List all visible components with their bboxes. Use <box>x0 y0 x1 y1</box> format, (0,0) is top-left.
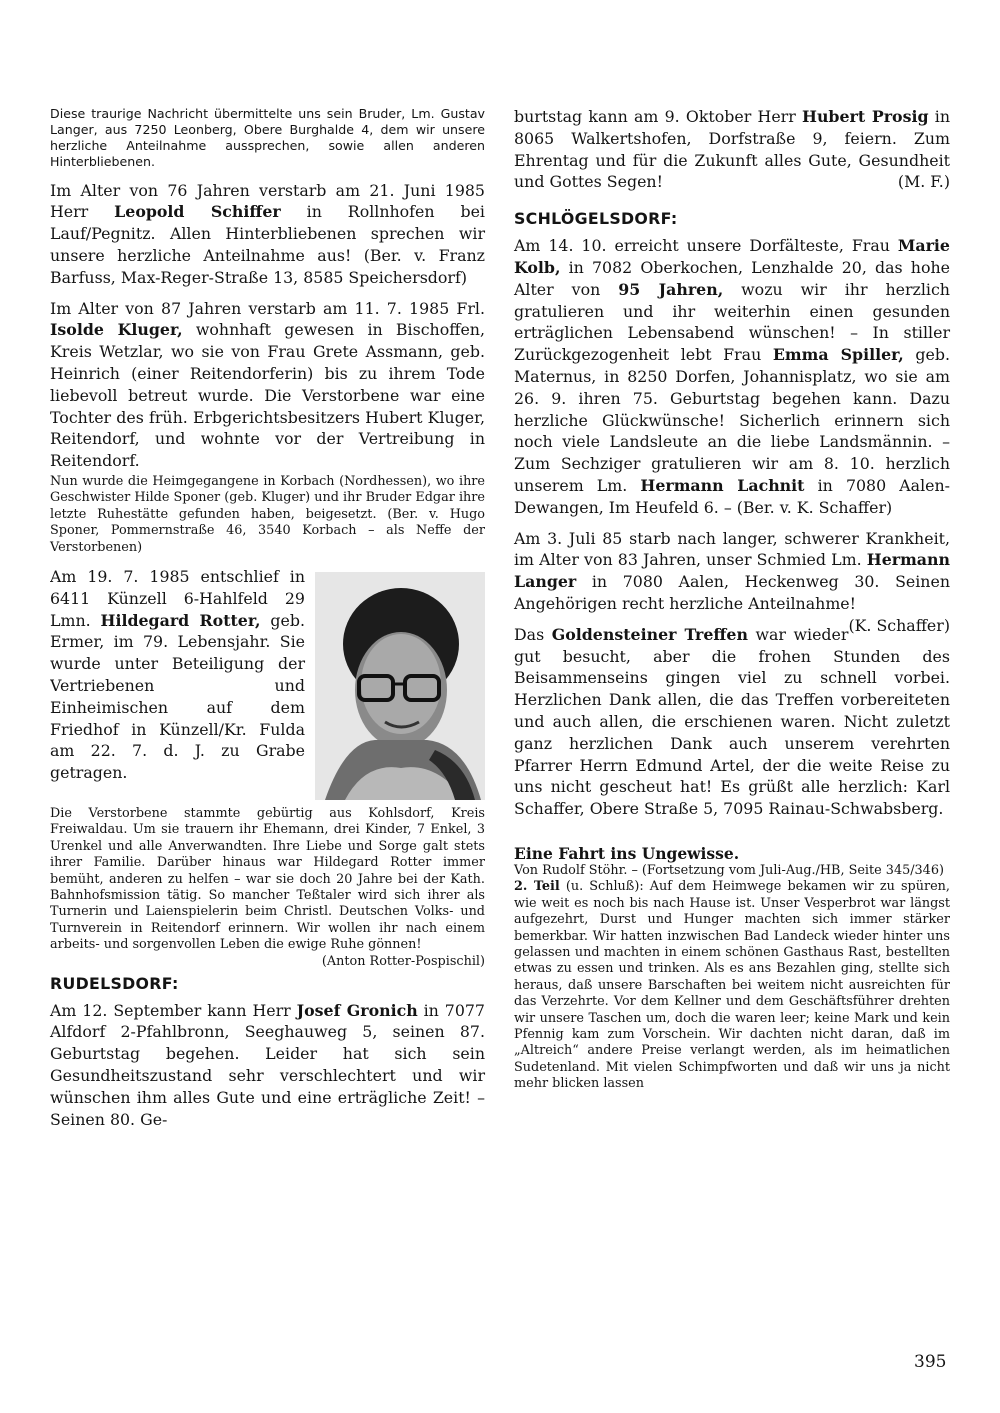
heading-rudelsdorf: RUDELSDORF: <box>50 973 179 993</box>
name-isolde-kluger: Isolde Kluger, <box>50 320 183 340</box>
text: wohnhaft gewesen in Bischoffen, Kreis Wetzlar, wo sie von Frau Grete Assmann, geb. Heinrich (einer Reitendorferin) bis zu ihrem Tode liebevoll betreut wurde. Die Verstorbene war eine Tochter des früh. Erbgerichtsbesitzers Hubert Kluger, Reitendorf, und wohnte vor der Vertreibung in Reitendorf. <box>50 320 485 471</box>
text: Am 12. September kann Herr <box>50 1000 297 1020</box>
paragraph-goldensteiner-treffen <box>514 624 950 820</box>
event-goldensteiner-treffen: Goldensteiner Treffen <box>551 624 748 644</box>
name-hermann-langer: Hermann Langer <box>514 550 950 592</box>
text: in Rollnhofen bei Lauf/Pegnitz. Allen Hinterbliebenen sprechen wir unsere herzliche Anteilnahme aus! (Ber. v. Franz Barfuss, Max-Reger-Straße 13, 8585 Speichersdorf) <box>50 202 485 287</box>
right-column <box>514 106 950 1095</box>
paragraph-kluger <box>50 298 485 472</box>
signature-rotter-pospischil: (Anton Rotter-Pospischil) <box>321 953 485 969</box>
paragraph-author-note: Von Rudolf Stöhr. – (Fortsetzung vom Juli-Aug./HB, Seite 345/346) <box>514 862 944 878</box>
heading-schloegelsdorf: SCHLÖGELSDORF: <box>514 209 678 229</box>
signature-mf: (M. F.) <box>897 172 950 192</box>
label-teil-2: 2. Teil <box>514 879 560 895</box>
left-column <box>50 106 485 1139</box>
text: Im Alter von 87 Jahren verstarb am 11. 7. 1985 Frl. <box>50 298 485 318</box>
rotter-block <box>50 566 485 806</box>
text: in 8065 Walkertshofen, Dorfstraße 9, feiern. Zum Ehrentag und für die Zukunft alles Gute, Gesundheit und Gottes Segen! <box>514 107 951 192</box>
name-hermann-lachnit: Hermann Lachnit <box>640 475 805 495</box>
text: wozu wir ihr herzlich gratulieren und ihr weiterhin einen gesunden erträglichen Lebensabend wünschen! – In stiller Zurückgezogenheit lebt Frau <box>514 279 950 365</box>
name-marie-kolb: Marie Kolb, <box>514 236 950 277</box>
name-hubert-prosig: Hubert Prosig <box>802 107 929 126</box>
text: (u. Schluß): Auf dem Heimwege bekamen wir zu spüren, wie weit es noch bis nach Hause ist. Unser Vesperbrot war längst aufgezehrt, Durst und Hunger machten sich immer stärker bemerkbar. Wir hatten inzwischen Bad Landeck wieder hinter uns gelassen und machten in einem schönen Gasthaus Rast, bestellten etwas zu essen und trinken. Als es ans Bezahlen ging, stellte sich heraus, daß unsere Barschaften bei weitem nicht ausreichten für das Verzehrte. Vor dem Kellner und dem Geschäftsführer drehten wir unsere Taschen um, doch die waren leer; keine Mark und kein Pfennig kam zum Vorschein. Wir dachten nicht daran, daß im „Altreich“ andere Preise verlangt werden, als im heimatlichen Sudetenland. Mit vielen Schimpfworten und daß wir uns ja nicht mehr blicken lassen <box>514 879 950 1092</box>
name-hildegard-rotter: Hildegard Rotter, <box>100 610 261 630</box>
text: geb. Ermer, im 79. Lebensjahr. Sie wurde unter Beteiligung der Vertriebenen und Einheimischen auf dem Friedhof in Künzell/Kr. Fulda am 22. 7. d. J. zu Grabe getragen. <box>50 610 305 783</box>
text: Die Verstorbene stammte gebürtig aus Kohlsdorf, Kreis Freiwaldau. Um sie trauern ihr Ehemann, drei Kinder, 7 Enkel, 3 Urenkel und alle Anverwandten. Ihre Liebe und Sorge galt stets ihrer Familie. Darüber hinaus war Hildegard Rotter immer bemüht, anderen zu helfen – war sie doch 20 Jahre bei der Kath. Bahnhofsmission tätig. So mancher Teßtaler wird sich ihrer als Turnerin und Laienspielerin beim Christl. Deutschen Volks- und Turnverein in Reitendorf erinnern. Wir wollen ihr nach einem arbeits- und sorgenvollen Leben die ewige Ruhe gönnen! <box>50 806 485 953</box>
paragraph-kluger-burial: Nun wurde die Heimgegangene in Korbach (Nordhessen), wo ihre Geschwister Hilde Sponer (geb. Kluger) und ihr Bruder Edgar ihre letzte Ruhestätte gefunden haben, beigesetzt. (Ber. v. Hugo Sponer, Pommernstraße 46, 3540 Korbach – als Neffe der Verstorbenen) <box>50 473 485 555</box>
text: geb. Maternus, in 8250 Dorfen, Johannisplatz, wo sie am 26. 9. ihren 75. Geburtstag begehen kann. Dazu herzliche Glückwünsche! Sicherlich erinnern sich noch viele Landsleute an die liebe Landsmännin. – Zum Sechziger gratulieren wir am 8. 10. herzlich unserem Lm. <box>514 345 950 495</box>
text: Am 19. 7. 1985 entschlief in 6411 Künzell 6-Hahlfeld 29 Lmn. <box>50 567 305 630</box>
portrait-photo <box>315 572 485 800</box>
text: war wieder gut besucht, aber die frohen Stunden des Beisammenseins gingen viel zu schnell vorbei. Herzlichen Dank allen, die das Treffen vorbereiteten und auch allen, die erschienen waren. Nicht zuletzt ganz herzlichen Dank auch unserem verehrten Pfarrer Herrn Edmund Artel, der die weite Reise zu uns nicht gescheut hat! Es grüßt alle herzlich: Karl Schaffer, Obere Straße 5, 7095 Rainau-Schwabsberg. <box>514 624 950 819</box>
text: Am 14. 10. erreicht unsere Dorfälteste, Frau <box>514 236 898 256</box>
signature-k-schaffer: (K. Schaffer) <box>848 615 950 635</box>
text: in 7082 Oberkochen, Lenzhalde 20, das hohe Alter von <box>514 257 950 299</box>
text: burtstag kann am 9. Oktober Herr <box>514 107 803 126</box>
paragraph-gronich <box>50 1000 485 1131</box>
paragraph-story-part-2 <box>514 879 950 1092</box>
paragraph-langer-condolence: Diese traurige Nachricht übermittelte uns sein Bruder, Lm. Gustav Langer, aus 7250 Leonberg, Obere Burghalde 4, dem wir unsere herzliche Anteilnahme aussprechen, sowie allen anderen Hinterbliebenen. <box>50 106 485 169</box>
paragraph-schiffer <box>50 180 485 289</box>
text: in 7077 Alfdorf 2-Pfahlbronn, Seeghauweg 5, seinen 87. Geburtstag begehen. Leider hat sich sein Gesundheitszustand sehr verschlechtert und wir wünschen ihm alles Gute und eine erträgliche Zeit! – Seinen 80. Ge- <box>50 1000 485 1129</box>
name-leopold-schiffer: Leopold Schiffer <box>114 202 281 222</box>
text: Das <box>514 624 552 644</box>
paragraph-prosig <box>514 106 950 193</box>
name-emma-spiller: Emma Spiller, <box>772 345 904 365</box>
text: in 7080 Aalen, Heckenweg 30. Seinen Angehörigen recht herzliche Anteilnahme! <box>514 572 950 613</box>
text: in 7080 Aalen-Dewangen, Im Heufeld 6. – (Ber. v. K. Schaffer) <box>514 475 951 517</box>
name-josef-gronich: Josef Gronich <box>296 1000 418 1020</box>
text: Am 3. Juli 85 starb nach langer, schwerer Krankheit, im Alter von 83 Jahren, unser Schmied Lm. <box>514 528 950 570</box>
text: Im Alter von 76 Jahren verstarb am 21. Juni 1985 Herr <box>50 180 485 222</box>
paragraph-rotter-family <box>50 806 485 969</box>
page-number: 395 <box>914 1352 947 1372</box>
age-95: 95 Jahren, <box>618 279 724 299</box>
paragraph-kolb-spiller-lachnit <box>514 235 950 518</box>
heading-eine-fahrt: Eine Fahrt ins Ungewisse. <box>514 843 740 863</box>
portrait-image <box>315 572 485 800</box>
